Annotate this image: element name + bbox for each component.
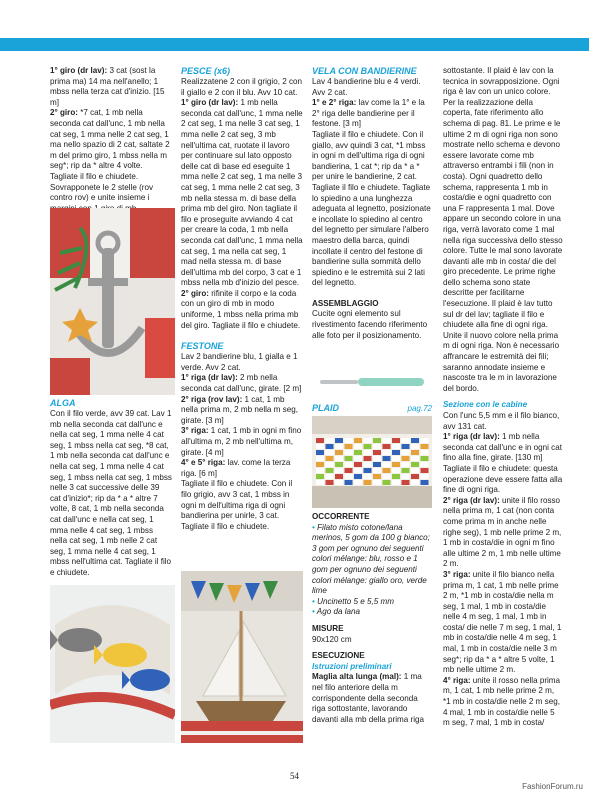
step-text: unite il filo rosso nella prima m, 1 cat (non conta come prima m in anche nelle righe seg), 1 mb nelle prime 2 m, 1 mb in costa/die in ogni m fino alle ultime 2 m, 1 mb nelle ultime 2 m. xyxy=(443,495,562,569)
festone-instructions xyxy=(181,352,303,532)
step-label: 2° riga (dr lav): xyxy=(443,495,500,505)
instruction-paragraph xyxy=(181,289,303,331)
step-text: unite il filo bianco nella prima m, 1 cat, 1 mb nelle prime 2 m, *1 mb in costa/die nella m seg, 1 mal, 1 mb in costa/die nelle 4 m seg, 1 mal, 1 mb in costa/ die nelle 7 m seg, 1 mal, 1 mb in costa/die nelle 4 m seg, 1 mal, 1 mb in costa/die nelle 3 m seg*; rip da * a * altre 5 volte, 1 mb nelle ultime 2 m. xyxy=(443,569,562,675)
step-text: lav come la 1° e la 2° riga delle bandierine per il festone. [3 m] xyxy=(312,98,425,129)
instruction-paragraph xyxy=(181,98,303,289)
step-label: 3° riga: xyxy=(181,426,209,436)
star-instructions xyxy=(50,66,172,214)
plaid-heading: PLAID xyxy=(312,403,339,413)
plaid-header-row xyxy=(312,403,432,415)
step-label: 3° riga: xyxy=(443,569,471,579)
alga-text: Con il filo verde, avv 39 cat. Lav 1 mb nella seconda cat dall'unc e nella cat seg, 1 mma nelle 4 cat seg, 1 mbss nella cat seg, *8 cat, 1 mb nella seconda cat dall'unc e nella cat seg, 1 mma nelle 4 cat seg, 1 mbss nella cat seg, 1 mbss nelle 3 cat successive delle 39 cat d'inizio*; rip da * a * altre 7 volte, 8 cat, 1 mb nella seconda cat dall'unc e nella cat seg, 1 mma nelle 4 cat seg, 1 mbss nella cat seg, 1 mb nelle 2 cat seg, 1 mma nelle 4 cat seg, 1 mbss nell'ultima cat. Tagliate il filo e chiudete. xyxy=(50,409,172,577)
header-band xyxy=(0,38,589,51)
assembly-text: Cucite ogni elemento sul rivestimento facendo riferimento alle foto per il posizionamento. xyxy=(312,309,428,340)
instruction-paragraph xyxy=(181,426,303,458)
step-label: 1° riga (dr lav): xyxy=(181,373,238,383)
material-item xyxy=(312,607,432,618)
plaid-intro-text: sottostante. Il plaid è lav con la tecnica in sovrapposizione. Ogni riga è lav con un unico colore. Per la realizzazione della coperta, fate riferimento allo schema di pag. 81. Le prime e le ultime 2 m di ogni riga non sono mostrate nello schema e devono essere lavorate come mb attraverso entrambi i fili (non in costa). Ogni quadretto dello schema, rappresenta 1 mb in costa/die e ogni quadretto con una F rappresenta 1 mal. Dove appare un secondo colore in una riga, verrà lavorato come 1 mal nella riga successiva dello stesso colore. Tutte le mal sono lavorate davanti alle mb in costa/ die del giro precedente. Le prime righe dello schema sono state descritte per facilitarne l'esecuzione. Il plaid è lav tutto sul dr del lav; tagliate il filo e chiudete alla fine di ogni riga. Unite il nuovo colore nella prima m di ogni riga. Non è necessario affrancare le estremità dei fili; saranno annodate insieme e nascoste tra le m in lavorazione del bordo. xyxy=(443,66,563,393)
bullet-icon: • xyxy=(312,607,317,617)
step-label: 1° giro (dr lav): xyxy=(50,66,108,75)
alga-heading: ALGA xyxy=(50,398,76,408)
cabine-heading: Sezione con le cabine xyxy=(443,400,528,410)
instruction-paragraph xyxy=(443,676,563,729)
instruction-paragraph xyxy=(443,411,563,432)
bullet-icon: • xyxy=(312,596,318,606)
sailboat-photo xyxy=(181,571,303,743)
instruction-paragraph xyxy=(50,108,172,182)
instruction-paragraph xyxy=(50,66,172,108)
crochet-hook-photo xyxy=(312,370,432,394)
cabine-instructions xyxy=(443,411,563,729)
plaid-photo xyxy=(312,416,432,508)
step-label: 1° e 2° riga: xyxy=(312,98,357,108)
step-text: Lav 4 bandierine blu e 4 verdi. Avv 2 cat. xyxy=(312,77,421,97)
step-text: Lav 2 bandierine blu, 1 gialla e 1 verde. Avv 2 cat. xyxy=(181,352,298,372)
festone-heading: FESTONE xyxy=(181,341,224,352)
esecuzione-heading: ESECUZIONE xyxy=(312,651,365,661)
instruction-paragraph xyxy=(181,458,303,479)
instruction-paragraph xyxy=(181,373,303,394)
istruzioni-heading: Istruzioni preliminari xyxy=(312,661,392,671)
page-number: 54 xyxy=(290,771,299,781)
column-2 xyxy=(181,66,303,532)
vela-heading: VELA CON BANDIERINE xyxy=(312,66,417,76)
anchor-photo xyxy=(50,208,175,395)
instruction-paragraph xyxy=(443,432,563,496)
material-text: Filato misto cotone/lana merinos, 5 gom da 100 g bianco; 3 gom per ognuno dei seguenti colori mélange: blu, rosso e 1 gom per ognuno dei seguenti colori mélange: giallo oro, verde lime xyxy=(312,522,430,596)
bullet-icon: • xyxy=(312,522,318,532)
pesce-heading: PESCE (x6) xyxy=(181,66,231,76)
step-text: Sovrapponete le 2 stelle (rov contro rov) e unite insieme i xyxy=(50,182,154,203)
step-text: 1 ma nel filo anteriore della m corrispondente della seconda riga sottostante, lavorando davanti alla mb della prima riga xyxy=(312,672,425,724)
instruction-paragraph xyxy=(443,570,563,676)
material-text: Uncinetto 5 e 5,5 mm xyxy=(317,596,395,606)
step-label: 2° riga (rov lav): xyxy=(181,394,243,404)
step-text: 1 mb nella seconda cat dall'unc, 1 mma nelle 2 cat seg, 1 ma nelle 3 cat seg, 1 mma nelle 2 cat seg, 3 mb nell'ultima cat, ruotate il lavoro per continuare sul lato opposto delle cat di base ed eseguite 1 mma nelle 2 cat seg, 1 ma nelle 3 cat seg, 1 mma nelle 2 cat seg, 3 mb nella stessa m. di base della prima mb del giro. Non tagliate il filo e proseguite avviando 4 cat per creare la coda, 1 mb nella seconda cat dall'unc, 1 mma nella cat seg, 1 ma nella cat seg, 1 mad nella stessa m. di base dell'ultima mb del corpo, 3 cat e 1 mbss nella mb d'inizio del pesce. xyxy=(181,98,303,288)
step-label: 1° giro (dr lav): xyxy=(181,98,239,108)
assembly-heading: ASSEMBLAGGIO xyxy=(312,298,379,308)
step-text: rifinite il corpo e la coda con un giro di mb in modo uniforme, 1 mbss nella prima mb del giro. Tagliate il filo e chiudete. xyxy=(181,288,301,330)
step-text: 1 cat, 1 mb in ogni m fino all'ultima m, 2 mb nell'ultima m, girate. [4 m] xyxy=(181,426,302,457)
instruction-paragraph xyxy=(312,130,432,289)
step-text: unite il rosso nella prima m, 1 cat, 1 mb nelle prime 2 m, *1 mb in costa/die nelle 2 m seg, 4 mal, 1 mb in costa/die nelle 5 m seg, 7 mal, 1 mb in costa/ xyxy=(443,675,561,728)
column-1 xyxy=(50,66,172,214)
column-4 xyxy=(443,66,563,729)
step-text: 1 mb nella seconda cat dall'unc e in ogni cat fino alla fine, girate. [130 m] Tagliate il filo e chiudete: questa operazione deve essere fatta alla fine di ogni riga. xyxy=(443,432,563,495)
material-text: Ago da lana xyxy=(316,607,361,617)
occorrente-heading: OCCORRENTE xyxy=(312,512,370,521)
step-text: Con l'unc 5,5 mm e il filo bianco, avv 131 cat. xyxy=(443,411,560,431)
instruction-paragraph xyxy=(181,77,303,98)
step-text: *7 cat, 1 mb nella seconda cat dall'unc, 1 mb nella cat seg, 1 mma nelle 2 cat seg, 1 ma nello spazio di 2 cat, saltate 2 m del primo giro, 1 mbss nella m seg*; rip da * altre 4 volte. Tagliate il filo e chiudete. xyxy=(50,108,170,181)
instruction-paragraph xyxy=(181,352,303,373)
step-label: 1° riga (dr lav): xyxy=(443,432,500,442)
vela-instructions xyxy=(312,77,432,289)
column-3 xyxy=(312,66,432,341)
step-text: 1 cat, 1 mb nella prima m, 2 mb nella m seg, girate. [3 m] xyxy=(181,394,298,425)
instruction-paragraph xyxy=(443,496,563,570)
step-text: lav. come la terza riga. [6 m] xyxy=(181,458,291,478)
step-label: 2° giro: xyxy=(50,108,78,118)
instruction-paragraph xyxy=(312,672,432,725)
column-3-lower xyxy=(312,512,432,725)
instruction-paragraph xyxy=(312,98,432,130)
step-label: 4° e 5° riga: xyxy=(181,458,226,468)
step-text: 2 mb nella seconda cat dall'unc, girate. [2 m] xyxy=(181,373,302,394)
material-item xyxy=(312,523,432,597)
step-label: 4° riga: xyxy=(443,675,471,685)
material-item xyxy=(312,597,432,608)
watermark: FashionForum.ru xyxy=(522,782,583,791)
step-text: Tagliate il filo e chiudete. Con il filo grigio, avv 3 cat, 1 mbss in ogni m dell'ultima riga di ogni bandierina per unirle, 3 cat. Tagliate il filo e chiudete. xyxy=(181,479,293,531)
istruzioni-text xyxy=(312,672,432,725)
misure-heading: MISURE xyxy=(312,623,344,633)
step-label: 2° giro: xyxy=(181,288,209,298)
instruction-paragraph xyxy=(312,77,432,98)
fish-photo xyxy=(50,585,175,743)
step-text: Tagliate il filo e chiudete. Con il giallo, avv quindi 3 cat, *1 mbss in ogni m dell'ultima riga di ogni bandierina, 1 cat *; rip da * a * per unire le bandierine, 2 cat. Tagliate il filo e chiudete. Tagliate lo spiedino a una lunghezza adeguata al legnetto, posizionate e incollate lo spiedino al centro del legnetto per simulare l'albero maestro della barca, quindi incollate il centro del festone di bandierine sulla sommità dello spiedino e le estremità sui 2 lati del legnetto. xyxy=(312,129,431,288)
pesce-instructions xyxy=(181,77,303,331)
misure-value: 90x120 cm xyxy=(312,634,352,644)
instruction-paragraph xyxy=(181,395,303,427)
instruction-paragraph xyxy=(181,479,303,532)
step-text: 3 cat (sost la prima ma) 14 ma nell'anello; 1 mbss nella terza cat d'inizio. [15 m] xyxy=(50,66,165,107)
step-text: Realizzatene 2 con il grigio, 2 con il giallo e 2 con il blu. Avv 10 cat. xyxy=(181,77,303,97)
materials-list xyxy=(312,523,432,618)
column-1-alga xyxy=(50,398,172,579)
plaid-page-ref: pag.72 xyxy=(407,404,432,413)
step-label: Maglia alta lunga (mal): xyxy=(312,672,402,682)
